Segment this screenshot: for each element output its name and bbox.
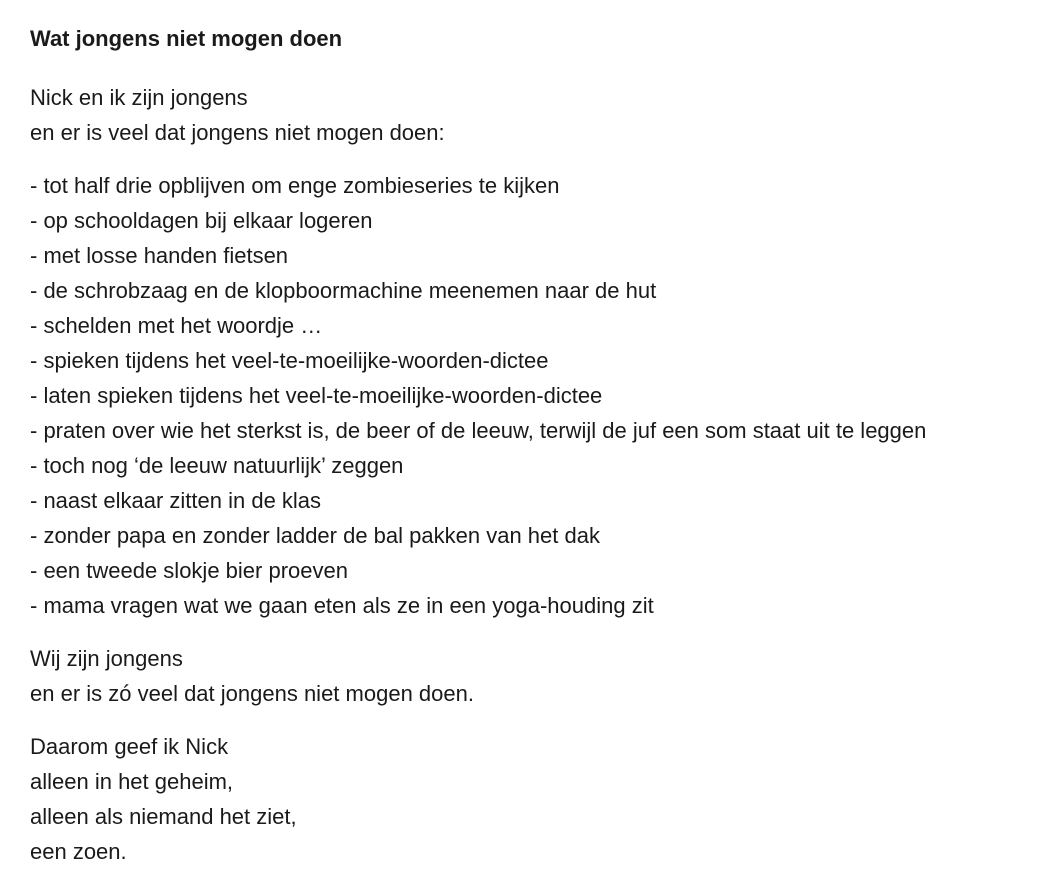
- list-item: - de schrobzaag en de klopboormachine meenemen naar de hut: [30, 278, 657, 303]
- list-item: - een tweede slokje bier proeven: [30, 558, 348, 583]
- stanza-intro: [30, 80, 1050, 150]
- list-item: - laten spieken tijdens het veel-te-moeilijke-woorden-dictee: [30, 383, 603, 408]
- list-item: - spieken tijdens het veel-te-moeilijke-woorden-dictee: [30, 348, 549, 373]
- poem-line: Nick en ik zijn jongens: [30, 85, 248, 110]
- list-item: - toch nog ‘de leeuw natuurlijk’ zeggen: [30, 453, 404, 478]
- stanza-refrain: [30, 641, 1050, 711]
- list-item: - zonder papa en zonder ladder de bal pakken van het dak: [30, 523, 600, 548]
- poem-line: een zoen.: [30, 839, 127, 864]
- stanza-final: [30, 729, 1050, 869]
- poem-line: Daarom geef ik Nick: [30, 734, 229, 759]
- list-item: - praten over wie het sterkst is, de beer of de leeuw, terwijl de juf een som staat uit te leggen: [30, 418, 927, 443]
- poem-line: en er is veel dat jongens niet mogen doen:: [30, 120, 445, 145]
- poem-line: alleen in het geheim,: [30, 769, 234, 794]
- poem-title: Wat jongens niet mogen doen: [30, 26, 343, 51]
- list-item: - tot half drie opblijven om enge zombieseries te kijken: [30, 173, 560, 198]
- list-item: - naast elkaar zitten in de klas: [30, 488, 322, 513]
- list-item: - mama vragen wat we gaan eten als ze in een yoga-houding zit: [30, 593, 654, 618]
- poem-line: Wij zijn jongens: [30, 646, 183, 671]
- forbidden-things-list: [30, 168, 1050, 623]
- list-item: - met losse handen fietsen: [30, 243, 289, 268]
- list-item: - op schooldagen bij elkaar logeren: [30, 208, 373, 233]
- list-item: - schelden met het woordje …: [30, 313, 323, 338]
- poem-line: alleen als niemand het ziet,: [30, 804, 297, 829]
- poem-line: en er is zó veel dat jongens niet mogen doen.: [30, 681, 474, 706]
